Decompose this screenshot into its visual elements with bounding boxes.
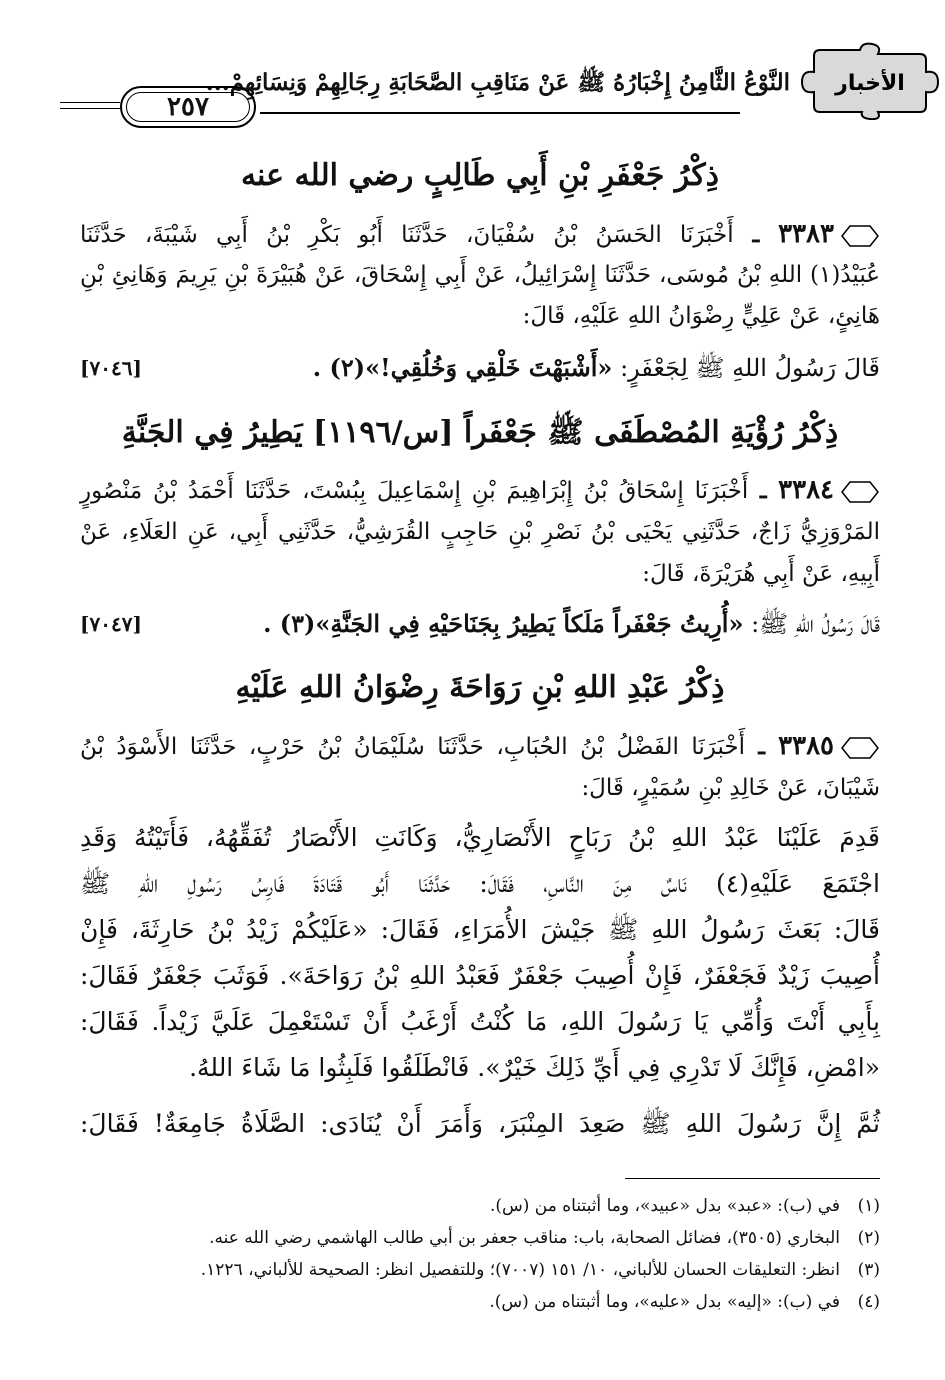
footnote: (٢)البخاري (٣٥٠٥)، فضائل الصحابة، باب: مناقب جعفر بن أبي طالب الهاشمي رضي الله عنه. [209,1228,880,1248]
text-line: هَانِئٍ، عَنْ عَلِيٍّ رِضْوَانُ اللهِ عَلَيْهِ، قَالَ: [522,303,880,329]
text-line: ٣٣٨٥ ـ أَخْبَرَنَا الفَضْلُ بْنُ الحُبَابِ، حَدَّثَنَا سُلَيْمَانُ بْنُ حَرْبٍ، حَدَّثَنَا الأَسْوَدُ بْنُ [80,726,880,766]
hadith-quote-row [80,346,880,390]
reference-number: [٧٠٤٧] [80,612,142,636]
narrative-line: ثُمَّ إِنَّ رَسُولَ اللهِ ﷺ صَعِدَ المِنْبَرَ، وَأَمَرَ أَنْ يُنَادَى: الصَّلَاةُ جَامِعَةٌ! فَقَالَ: [80,1109,880,1138]
footnote: (٣)انظر: التعليقات الحسان للألباني، ١٠/ ١٥١ (٧٠٠٧)؛ وللتفصيل انظر: الصحيحة للألباني، ١٢٢٦. [200,1260,880,1280]
footnote-separator [625,1178,880,1179]
footnote: (٤)في (ب): «إليه» بدل «عليه»، وما أثبتناه من (س). [489,1292,880,1312]
quote-text: قَالَ رَسُولُ اللهِ ﷺ لِجَعْفَرٍ: «أَشْبَهْتَ خَلْقِي وَخُلُقِي!»(٢) . [312,353,880,382]
reference-number: [٧٠٤٦] [80,356,142,380]
header-rule-left-top [60,102,120,103]
puzzle-piece-icon [800,42,940,120]
header-rule-left-bottom [60,108,120,109]
text-line: ٣٣٨٤ ـ أَخْبَرَنَا إِسْحَاقُ بْنُ إِبْرَاهِيمَ بْنِ إِسْمَاعِيلَ بِبُسْتَ، حَدَّثَنَا أَحْمَدُ بْنُ مَنْصُورٍ [80,470,880,510]
narrative-line: قَدِمَ عَلَيْنَا عَبْدُ اللهِ بْنُ رَبَاحٍ الأَنْصَارِيُّ، وَكَانَتِ الأَنْصَارُ تُفَقِّهُهُ، فَأَتَيْتُهُ وَقَدِ [80,823,880,852]
footnote: (١)في (ب): «عبد» بدل «عبيد»، وما أثبتناه من (س). [489,1196,880,1216]
akhbar-badge-icon [840,479,880,505]
section-heading: ذِكْرُ عَبْدِ اللهِ بْنِ رَوَاحَةَ رِضْوَانُ اللهِ عَلَيْهِ [235,670,725,705]
text-line: ٣٣٨٣ ـ أَخْبَرَنَا الحَسَنُ بْنُ سُفْيَانَ، حَدَّثَنَا أَبُو بَكْرِ بْنُ أَبِي شَيْبَةَ، حَدَّثَنَا [80,214,880,254]
puzzle-label: الأخبار [835,71,905,96]
hadith-number: ٣٣٨٥ [778,731,834,761]
isnad-text: أَخْبَرَنَا الحَسَنُ بْنُ سُفْيَانَ، حَدَّثَنَا أَبُو بَكْرِ بْنُ أَبِي شَيْبَةَ، حَدَّثَنَا [80,222,734,248]
hadith-number: ٣٣٨٣ [778,219,834,249]
page-number-frame [120,86,256,128]
header-rule [260,112,740,114]
text-line: أَبِيهِ، عَنْ أَبِي هُرَيْرَةَ، قَالَ: [642,561,880,587]
text-line: عُبَيْدُ(١) اللهِ بْنُ مُوسَى، حَدَّثَنَا إِسْرَائِيلُ، عَنْ أَبِي إِسْحَاقَ، عَنْ هُبَيْرَةَ بْنِ يَرِيمَ وَهَانِئِ بْنِ [80,262,880,288]
running-header [60,28,940,128]
section-heading: ذِكْرُ جَعْفَرِ بْنِ أَبِي طَالِبٍ رضي الله عنه [240,158,720,193]
akhbar-badge-icon [840,223,880,249]
narrative-line: «امْضِ، فَإِنَّكَ لَا تَدْرِي فِي أَيِّ ذَلِكَ خَيْرٌ». فَانْطَلَقُوا فَلَبِثُوا مَا شَاءَ اللهُ. [189,1053,880,1082]
narrative-line: قَالَ: بَعَثَ رَسُولُ اللهِ ﷺ جَيْشَ الأُمَرَاءِ، فَقَالَ: «عَلَيْكُمْ زَيْدُ بْنُ حَارِثَةَ، فَإِنْ [80,915,880,944]
narrative-line: اجْتَمَعَ عَلَيْهِ(٤) نَاسٌ مِنَ النَّاسِ، فَقَالَ: حَدَّثَنَا أَبُو قَتَادَةَ فَارِسُ رَسُولِ اللهِ ﷺ [80,869,880,898]
akhbar-badge-icon [840,735,880,761]
header-title: النَّوْعُ الثَّامِنُ إِخْبَارُهُ ﷺ عَنْ مَنَاقِبِ الصَّحَابَةِ رِجَالِهِمْ وَنِسَائِهِمْ... [205,69,790,96]
narrative-line: بِأَبِي أَنْتَ وَأُمِّي يَا رَسُولَ اللهِ، مَا كُنْتُ أَرْغَبُ أَنْ تَسْتَعْمِلَ عَلَيَّ زَيْداً. فَقَالَ: [80,1007,880,1036]
hadith-quote-row [80,602,880,646]
hadith-number: ٣٣٨٤ [778,475,835,505]
text-line: المَرْوَزِيُّ زَاجٌ، حَدَّثَنِي يَحْيَى بْنُ نَصْرِ بْنِ حَاجِبٍ القُرَشِيُّ، حَدَّثَنِي أَبِي، عَنِ العَلَاءِ، عَنْ [80,519,880,545]
quote-text: قَالَ رَسُولُ اللهِ ﷺ: «أُرِيتُ جَعْفَراً مَلَكاً يَطِيرُ بِجَنَاحَيْهِ فِي الجَنَّةِ»(٣) . [263,609,880,638]
narrative-line: أُصِيبَ زَيْدٌ فَجَعْفَرٌ، فَإِنْ أُصِيبَ جَعْفَرٌ فَعَبْدُ اللهِ بْنُ رَوَاحَةَ». فَوَثَبَ جَعْفَرٌ فَقَالَ: [80,961,880,990]
isnad-text: أَخْبَرَنَا إِسْحَاقُ بْنُ إِبْرَاهِيمَ بْنِ إِسْمَاعِيلَ بِبُسْتَ، حَدَّثَنَا أَحْمَدُ بْنُ مَنْصُورٍ [80,478,749,504]
page-number: ٢٥٧ [126,92,250,122]
section-heading: ذِكْرُ رُؤْيَةِ المُصْطَفَى ﷺ جَعْفَراً [س/١١٩٦] يَطِيرُ فِي الجَنَّةِ [121,415,839,450]
text-line: شَيْبَانَ، عَنْ خَالِدِ بْنِ سُمَيْرٍ، قَالَ: [581,775,880,801]
isnad-text: أَخْبَرَنَا الفَضْلُ بْنُ الحُبَابِ، حَدَّثَنَا سُلَيْمَانُ بْنُ حَرْبٍ، حَدَّثَنَا الأَسْوَدُ بْنُ [80,734,746,760]
